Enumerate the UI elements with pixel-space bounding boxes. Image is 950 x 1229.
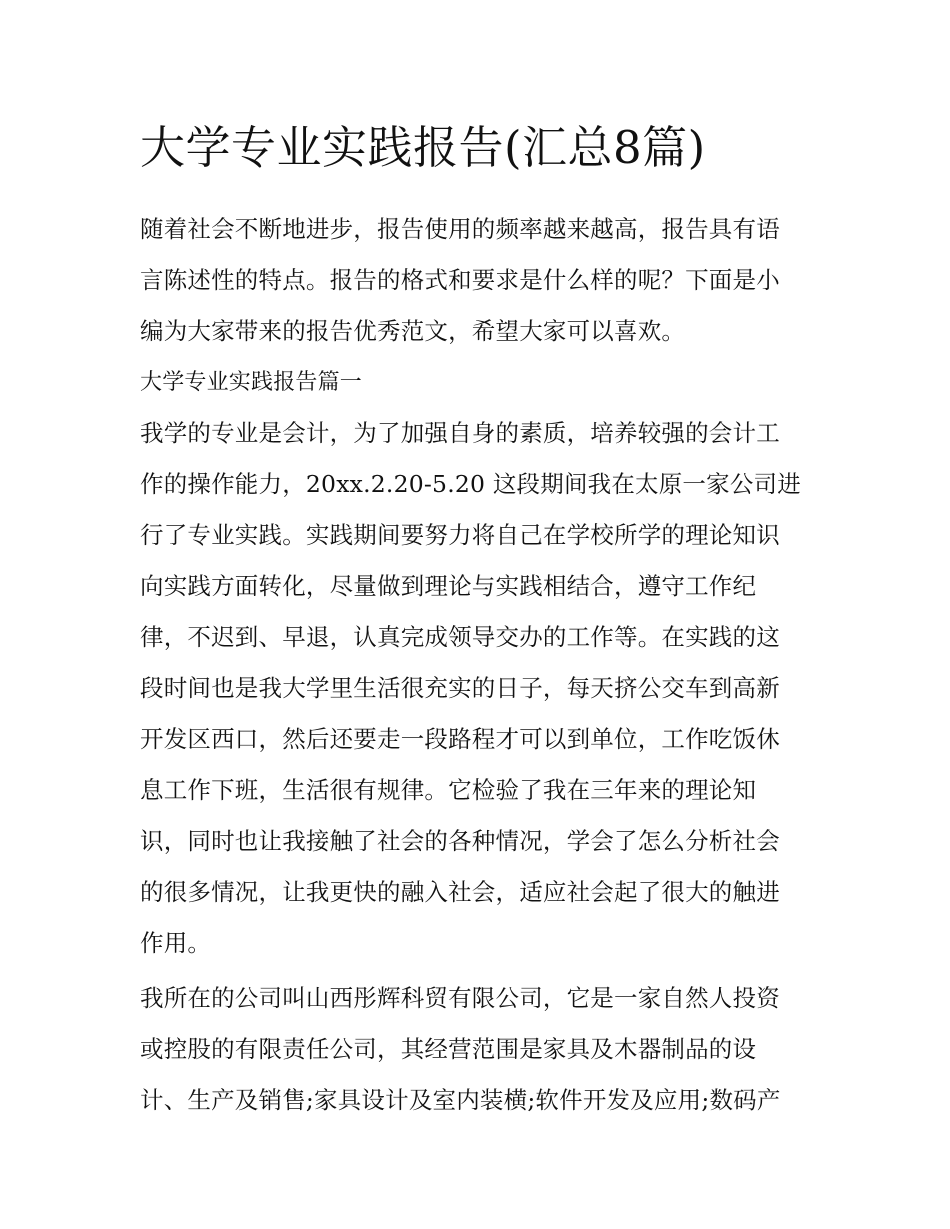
intro-line: 随着社会不断地进步，报告使用的频率越来越高，报告具有语 bbox=[140, 215, 780, 243]
paragraph-line: 段时间也是我大学里生活很充实的日子，每天挤公交车到高新 bbox=[140, 674, 780, 702]
paragraph-line: 律，不迟到、早退，认真完成领导交办的工作等。在实践的这 bbox=[140, 623, 780, 651]
paragraph-line: 计、生产及销售;家具设计及室内装横;软件开发及应用;数码产 bbox=[140, 1086, 781, 1114]
paragraph-line: 作的操作能力，20xx.2.20-5.20 这段期间我在太原一家公司进 bbox=[140, 470, 801, 498]
paragraph-line: 我所在的公司叫山西彤辉科贸有限公司，它是一家自然人投资 bbox=[140, 984, 780, 1012]
paragraph-line: 或控股的有限责任公司，其经营范围是家具及木器制品的设 bbox=[140, 1035, 757, 1063]
section-heading: 大学专业实践报告篇一 bbox=[140, 370, 363, 395]
paragraph-line: 的很多情况，让我更快的融入社会，适应社会起了很大的触进 bbox=[140, 878, 780, 906]
document-content bbox=[140, 112, 820, 1126]
paragraph-line: 作用。 bbox=[140, 929, 212, 957]
paragraph-line: 我学的专业是会计，为了加强自身的素质，培养较强的会计工 bbox=[140, 419, 780, 447]
paragraph-line: 行了专业实践。实践期间要努力将自己在学校所学的理论知识 bbox=[140, 521, 780, 549]
document-body bbox=[140, 204, 820, 1126]
paragraph-line: 向实践方面转化，尽量做到理论与实践相结合，遵守工作纪 bbox=[140, 572, 757, 600]
paragraph-line: 息工作下班，生活很有规律。它检验了我在三年来的理论知 bbox=[140, 776, 757, 804]
paragraph-line: 识，同时也让我接触了社会的各种情况，学会了怎么分析社会 bbox=[140, 827, 780, 855]
intro-line: 言陈述性的特点。报告的格式和要求是什么样的呢？下面是小 bbox=[140, 266, 780, 294]
intro-line: 编为大家带来的报告优秀范文，希望大家可以喜欢。 bbox=[140, 317, 686, 345]
document-title: 大学专业实践报告(汇总8篇) bbox=[140, 121, 706, 174]
paragraph-line: 开发区西口，然后还要走一段路程才可以到单位，工作吃饭休 bbox=[140, 725, 780, 753]
